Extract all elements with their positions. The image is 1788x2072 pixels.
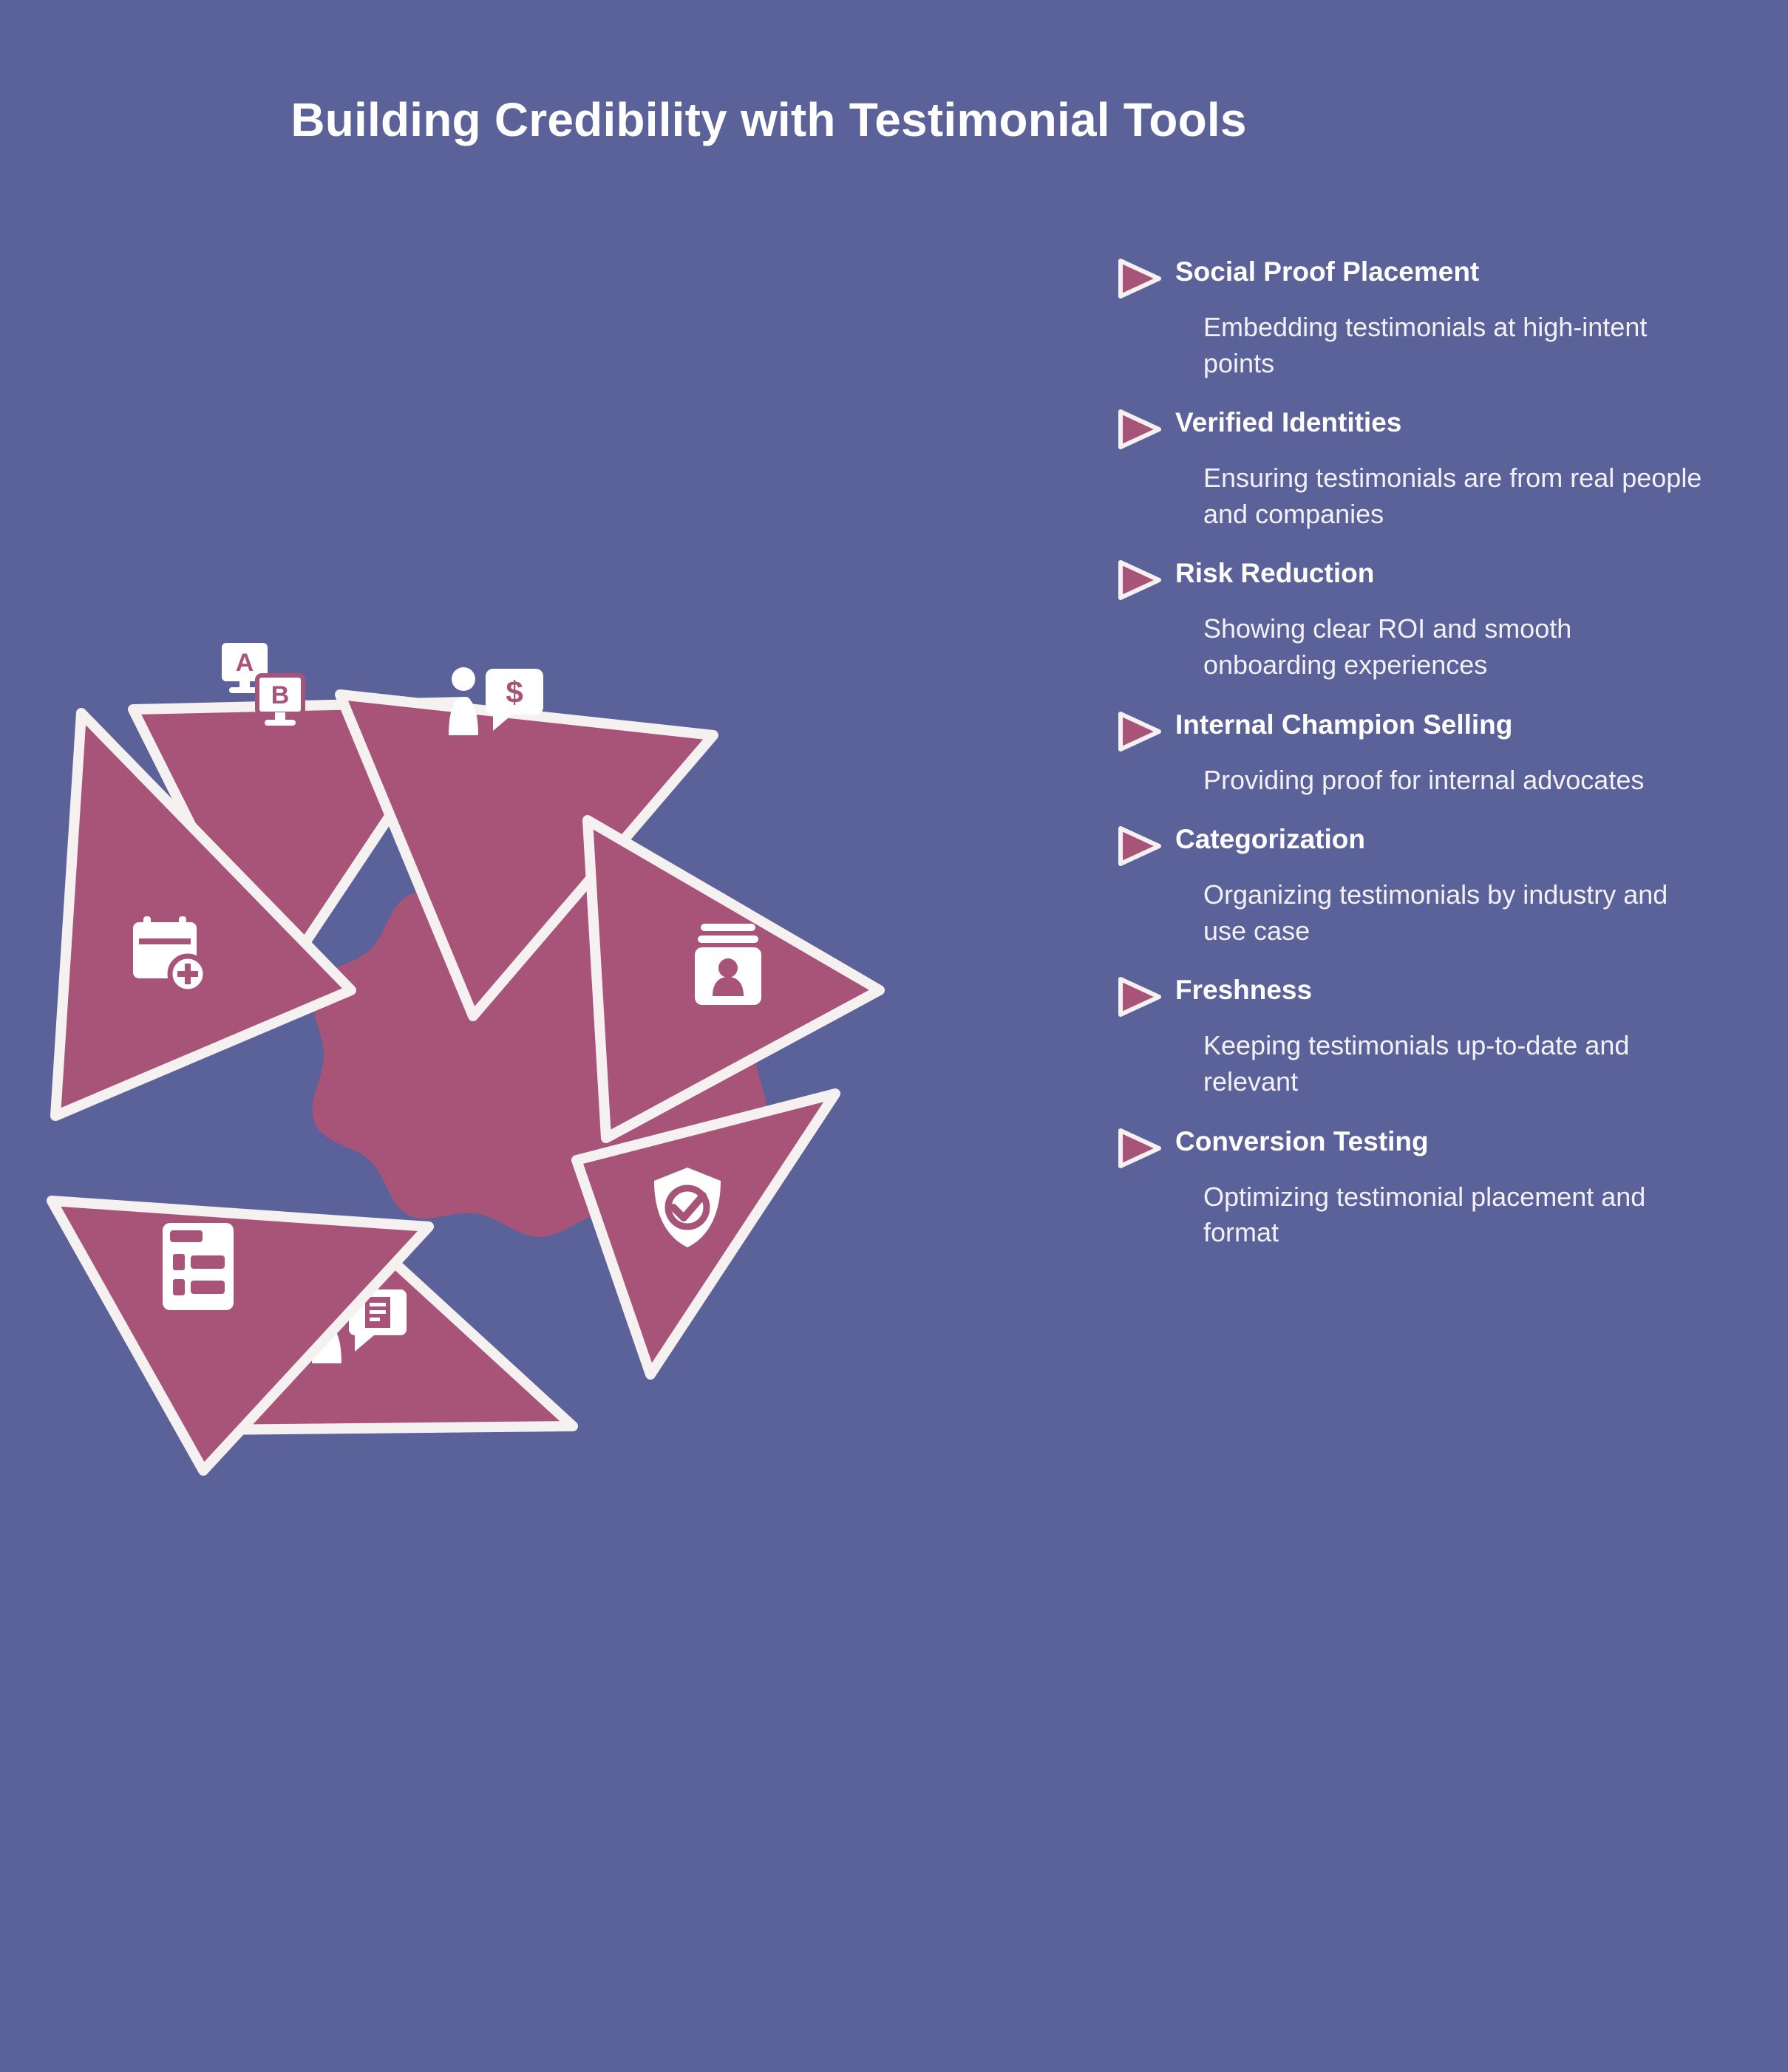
page-title: Building Credibility with Testimonial Tools	[290, 93, 1247, 146]
triangle-right-icon	[1116, 559, 1162, 601]
feature-list	[1116, 255, 1707, 1275]
list-item-header	[1116, 255, 1707, 299]
list-item[interactable]	[1116, 708, 1707, 799]
list-item-title: Verified Identities	[1175, 407, 1402, 438]
list-item-header	[1116, 973, 1707, 1018]
list-item-description: Showing clear ROI and smooth onboarding experiences	[1203, 613, 1572, 680]
list-item[interactable]	[1116, 406, 1707, 532]
list-item-title: Social Proof Placement	[1175, 256, 1480, 287]
list-item[interactable]	[1116, 255, 1707, 381]
list-item[interactable]	[1116, 1125, 1707, 1251]
list-item-description: Providing proof for internal advocates	[1203, 764, 1645, 795]
triangle-right-icon	[1116, 976, 1162, 1018]
list-item-title: Freshness	[1175, 975, 1313, 1006]
triangle-right-icon	[1116, 258, 1162, 299]
list-item-title: Conversion Testing	[1175, 1125, 1429, 1156]
id-badge-card-icon	[695, 924, 761, 1005]
triangle-right-icon	[1116, 409, 1162, 450]
list-item-title: Risk Reduction	[1175, 558, 1375, 589]
triangle-right-icon	[1116, 1128, 1162, 1169]
list-item-header	[1116, 406, 1707, 450]
list-item[interactable]	[1116, 973, 1707, 1100]
document-list-icon	[163, 1223, 234, 1310]
list-item-description: Keeping testimonials up-to-date and relevant	[1203, 1030, 1630, 1097]
svg-text:B: B	[271, 681, 290, 709]
triangle-right-icon	[1116, 825, 1162, 867]
list-item-header	[1116, 556, 1707, 601]
list-item[interactable]	[1116, 556, 1707, 683]
list-item-header	[1116, 822, 1707, 867]
svg-text:A: A	[235, 649, 254, 677]
list-item-header	[1116, 708, 1707, 752]
list-item-header	[1116, 1125, 1707, 1169]
list-item-description: Ensuring testimonials are from real people and companies	[1203, 463, 1702, 529]
list-item[interactable]	[1116, 822, 1707, 949]
triangle-right-icon	[1116, 711, 1162, 752]
list-item-description: Organizing testimonials by industry and use case	[1203, 879, 1668, 946]
svg-text:$: $	[506, 675, 523, 709]
list-item-title: Internal Champion Selling	[1175, 709, 1513, 740]
radial-wedge-diagram	[44, 576, 1035, 1567]
list-item-title: Categorization	[1175, 824, 1365, 855]
list-item-description: Embedding testimonials at high-intent points	[1203, 312, 1648, 378]
list-item-description: Optimizing testimonial placement and format	[1203, 1181, 1646, 1248]
